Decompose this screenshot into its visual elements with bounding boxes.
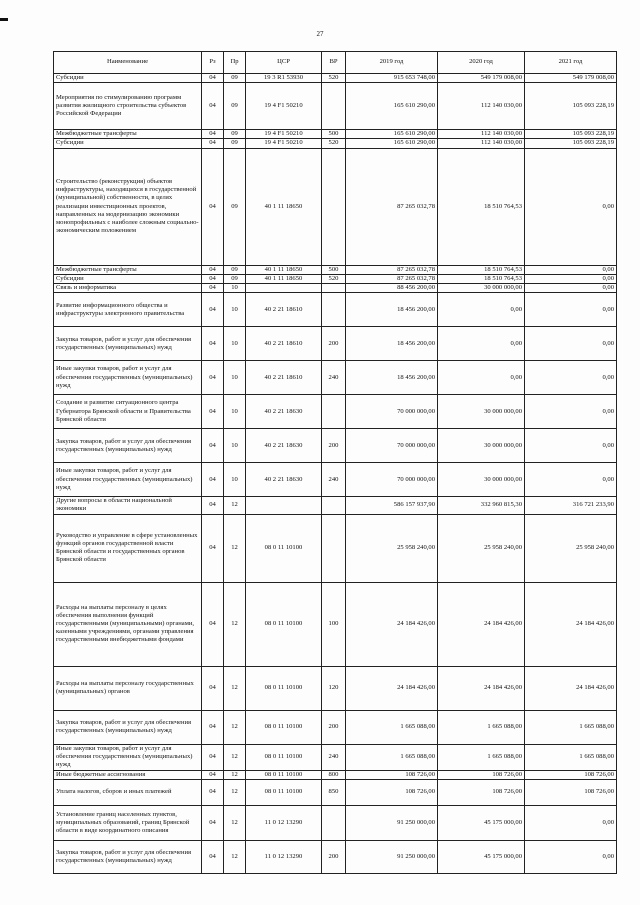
cell-y2019: 24 184 426,00 <box>346 582 438 666</box>
cell-pr: 09 <box>224 74 246 83</box>
cell-rz: 04 <box>202 429 224 463</box>
cell-y2020: 108 726,00 <box>438 779 525 805</box>
cell-csr: 40 2 21 18610 <box>246 361 322 395</box>
cell-rz: 04 <box>202 840 224 873</box>
cell-name: Развитие информационного общества и инфраструктуры электронного правительства <box>54 293 202 327</box>
cell-csr: 19 4 F1 50210 <box>246 83 322 130</box>
header-vr: ВР <box>322 52 346 74</box>
budget-table <box>53 51 617 874</box>
cell-rz: 04 <box>202 148 224 265</box>
cell-csr: 40 1 11 18650 <box>246 148 322 265</box>
cell-y2021: 549 179 008,00 <box>525 74 617 83</box>
header-2019: 2019 год <box>346 52 438 74</box>
cell-rz: 04 <box>202 463 224 497</box>
cell-y2021: 105 093 228,19 <box>525 130 617 139</box>
cell-name: Руководство и управление в сфере установленных функций органов государственной власти Брянской области и государственных органов Брянской области <box>54 514 202 582</box>
cell-name: Закупка товаров, работ и услуг для обеспечения государственных (муниципальных) нужд <box>54 429 202 463</box>
table-row <box>54 327 617 361</box>
table-row <box>54 274 617 283</box>
cell-vr: 100 <box>322 582 346 666</box>
table-row <box>54 265 617 274</box>
cell-rz: 04 <box>202 284 224 293</box>
cell-y2021: 105 093 228,19 <box>525 83 617 130</box>
cell-vr: 500 <box>322 130 346 139</box>
header-2021: 2021 год <box>525 52 617 74</box>
cell-pr: 12 <box>224 770 246 779</box>
cell-vr <box>322 293 346 327</box>
cell-pr: 12 <box>224 582 246 666</box>
table-row <box>54 395 617 429</box>
cell-y2019: 1 665 088,00 <box>346 744 438 770</box>
cell-y2020: 0,00 <box>438 327 525 361</box>
cell-y2021: 105 093 228,19 <box>525 139 617 148</box>
cell-pr: 12 <box>224 710 246 744</box>
cell-pr: 12 <box>224 805 246 840</box>
cell-csr <box>246 497 322 514</box>
cell-y2021: 108 726,00 <box>525 770 617 779</box>
cell-name: Закупка товаров, работ и услуг для обеспечения государственных (муниципальных) нужд <box>54 710 202 744</box>
table-row <box>54 83 617 130</box>
table-row <box>54 429 617 463</box>
cell-y2019: 586 157 937,90 <box>346 497 438 514</box>
cell-csr: 11 0 12 13290 <box>246 805 322 840</box>
cell-vr: 240 <box>322 361 346 395</box>
cell-y2019: 165 610 290,00 <box>346 83 438 130</box>
cell-y2019: 87 265 032,78 <box>346 274 438 283</box>
cell-y2019: 18 456 200,00 <box>346 361 438 395</box>
cell-rz: 04 <box>202 139 224 148</box>
cell-pr: 12 <box>224 497 246 514</box>
cell-pr: 10 <box>224 463 246 497</box>
cell-vr <box>322 284 346 293</box>
cell-csr: 40 1 11 18650 <box>246 274 322 283</box>
cell-rz: 04 <box>202 779 224 805</box>
cell-vr: 500 <box>322 265 346 274</box>
cell-y2020: 30 000 000,00 <box>438 284 525 293</box>
cell-y2020: 18 510 764,53 <box>438 265 525 274</box>
cell-y2020: 112 140 030,00 <box>438 83 525 130</box>
cell-csr: 40 2 21 18630 <box>246 395 322 429</box>
cell-y2019: 1 665 088,00 <box>346 710 438 744</box>
cell-y2021: 0,00 <box>525 148 617 265</box>
table-row <box>54 514 617 582</box>
cell-csr: 40 2 21 18630 <box>246 429 322 463</box>
cell-pr: 10 <box>224 284 246 293</box>
cell-vr <box>322 514 346 582</box>
table-row <box>54 497 617 514</box>
cell-y2020: 30 000 000,00 <box>438 463 525 497</box>
cell-y2019: 87 265 032,78 <box>346 265 438 274</box>
cell-y2021: 1 665 088,00 <box>525 744 617 770</box>
table-row <box>54 148 617 265</box>
cell-rz: 04 <box>202 83 224 130</box>
cell-y2019: 91 250 000,00 <box>346 805 438 840</box>
cell-csr: 08 0 11 10100 <box>246 770 322 779</box>
cell-pr: 09 <box>224 139 246 148</box>
cell-y2020: 0,00 <box>438 361 525 395</box>
cell-y2020: 18 510 764,53 <box>438 274 525 283</box>
cell-pr: 12 <box>224 744 246 770</box>
cell-name: Расходы на выплаты персоналу государственных (муниципальных) органов <box>54 666 202 710</box>
header-csr: ЦСР <box>246 52 322 74</box>
cell-rz: 04 <box>202 744 224 770</box>
cell-y2019: 91 250 000,00 <box>346 840 438 873</box>
cell-name: Строительство (реконструкция) объектов инфраструктуры, находящихся в государственной (муниципальной) собственности, в целях реализации инвестиционных проектов, направленных на модернизацию экономики монопрофильных с наиболее сложным социально-экономическим положением <box>54 148 202 265</box>
cell-y2020: 45 175 000,00 <box>438 805 525 840</box>
table-row <box>54 74 617 83</box>
cell-y2019: 88 456 200,00 <box>346 284 438 293</box>
cell-rz: 04 <box>202 265 224 274</box>
header-name: Наименование <box>54 52 202 74</box>
cell-pr: 09 <box>224 83 246 130</box>
cell-name: Связь и информатика <box>54 284 202 293</box>
cell-y2020: 549 179 008,00 <box>438 74 525 83</box>
cell-y2021: 0,00 <box>525 840 617 873</box>
cell-vr <box>322 805 346 840</box>
cell-y2021: 0,00 <box>525 395 617 429</box>
cell-y2019: 165 610 290,00 <box>346 139 438 148</box>
cell-y2020: 1 665 088,00 <box>438 710 525 744</box>
cell-y2019: 24 184 426,00 <box>346 666 438 710</box>
table-row <box>54 666 617 710</box>
cell-csr: 19 4 F1 50210 <box>246 130 322 139</box>
cell-name: Иные закупки товаров, работ и услуг для обеспечения государственных (муниципальных) нужд <box>54 361 202 395</box>
cell-csr: 08 0 11 10100 <box>246 710 322 744</box>
cell-y2021: 0,00 <box>525 265 617 274</box>
cell-rz: 04 <box>202 514 224 582</box>
cell-y2021: 24 184 426,00 <box>525 582 617 666</box>
cell-vr: 850 <box>322 779 346 805</box>
cell-rz: 04 <box>202 710 224 744</box>
cell-y2019: 25 958 240,00 <box>346 514 438 582</box>
cell-y2021: 0,00 <box>525 327 617 361</box>
cell-y2020: 30 000 000,00 <box>438 429 525 463</box>
cell-y2019: 70 000 000,00 <box>346 429 438 463</box>
cell-y2020: 24 184 426,00 <box>438 582 525 666</box>
table-header-row <box>54 52 617 74</box>
cell-name: Субсидии <box>54 139 202 148</box>
cell-vr: 520 <box>322 274 346 283</box>
cell-rz: 04 <box>202 274 224 283</box>
cell-vr <box>322 497 346 514</box>
cell-y2021: 1 665 088,00 <box>525 710 617 744</box>
cell-y2020: 112 140 030,00 <box>438 130 525 139</box>
cell-rz: 04 <box>202 582 224 666</box>
table-row <box>54 805 617 840</box>
cell-name: Закупка товаров, работ и услуг для обеспечения государственных (муниципальных) нужд <box>54 327 202 361</box>
cell-pr: 10 <box>224 429 246 463</box>
cell-rz: 04 <box>202 497 224 514</box>
cell-vr <box>322 395 346 429</box>
cell-csr <box>246 284 322 293</box>
cell-csr: 40 2 21 18630 <box>246 463 322 497</box>
table-row <box>54 293 617 327</box>
cell-y2020: 108 726,00 <box>438 770 525 779</box>
cell-y2020: 45 175 000,00 <box>438 840 525 873</box>
cell-vr: 120 <box>322 666 346 710</box>
cell-csr: 19 3 R1 53930 <box>246 74 322 83</box>
cell-rz: 04 <box>202 666 224 710</box>
cell-y2021: 0,00 <box>525 284 617 293</box>
cell-pr: 12 <box>224 779 246 805</box>
cell-pr: 09 <box>224 265 246 274</box>
cell-pr: 09 <box>224 130 246 139</box>
cell-name: Установление границ населенных пунктов, муниципальных образований, границ Брянской области в виде координатного описания <box>54 805 202 840</box>
cell-y2020: 1 665 088,00 <box>438 744 525 770</box>
cell-name: Другие вопросы в области национальной экономики <box>54 497 202 514</box>
cell-vr: 200 <box>322 429 346 463</box>
cell-csr: 08 0 11 10100 <box>246 514 322 582</box>
table-row <box>54 130 617 139</box>
cell-csr: 08 0 11 10100 <box>246 582 322 666</box>
cell-y2021: 0,00 <box>525 429 617 463</box>
cell-csr: 11 0 12 13290 <box>246 840 322 873</box>
cell-y2019: 87 265 032,78 <box>346 148 438 265</box>
cell-y2020: 0,00 <box>438 293 525 327</box>
cell-vr: 520 <box>322 139 346 148</box>
cell-pr: 09 <box>224 148 246 265</box>
table-row <box>54 139 617 148</box>
table-row <box>54 284 617 293</box>
header-pr: Пр <box>224 52 246 74</box>
header-rz: Рз <box>202 52 224 74</box>
cell-y2021: 0,00 <box>525 463 617 497</box>
cell-name: Межбюджетные трансферты <box>54 130 202 139</box>
cell-y2020: 332 960 815,30 <box>438 497 525 514</box>
cell-vr <box>322 148 346 265</box>
cell-y2020: 30 000 000,00 <box>438 395 525 429</box>
table-row <box>54 582 617 666</box>
cell-y2021: 24 184 426,00 <box>525 666 617 710</box>
cell-y2021: 25 958 240,00 <box>525 514 617 582</box>
edge-mark <box>0 18 8 21</box>
cell-vr: 240 <box>322 463 346 497</box>
cell-csr: 08 0 11 10100 <box>246 744 322 770</box>
cell-y2020: 25 958 240,00 <box>438 514 525 582</box>
cell-rz: 04 <box>202 74 224 83</box>
cell-csr: 40 1 11 18650 <box>246 265 322 274</box>
cell-csr: 40 2 21 18610 <box>246 293 322 327</box>
cell-name: Мероприятия по стимулированию программ развития жилищного строительства субъектов Российской Федерации <box>54 83 202 130</box>
cell-pr: 10 <box>224 293 246 327</box>
header-2020: 2020 год <box>438 52 525 74</box>
cell-y2019: 18 456 200,00 <box>346 293 438 327</box>
cell-y2021: 0,00 <box>525 293 617 327</box>
table-row <box>54 710 617 744</box>
cell-name: Субсидии <box>54 74 202 83</box>
cell-vr: 200 <box>322 327 346 361</box>
cell-y2021: 316 721 233,90 <box>525 497 617 514</box>
cell-name: Иные бюджетные ассигнования <box>54 770 202 779</box>
cell-y2019: 70 000 000,00 <box>346 463 438 497</box>
cell-y2019: 70 000 000,00 <box>346 395 438 429</box>
cell-name: Иные закупки товаров, работ и услуг для обеспечения государственных (муниципальных) нужд <box>54 463 202 497</box>
cell-vr: 800 <box>322 770 346 779</box>
cell-rz: 04 <box>202 361 224 395</box>
cell-pr: 10 <box>224 327 246 361</box>
cell-csr: 08 0 11 10100 <box>246 779 322 805</box>
cell-y2019: 915 653 748,00 <box>346 74 438 83</box>
cell-pr: 12 <box>224 666 246 710</box>
cell-y2020: 18 510 764,53 <box>438 148 525 265</box>
cell-pr: 12 <box>224 514 246 582</box>
cell-pr: 10 <box>224 361 246 395</box>
page-number: 27 <box>316 30 324 38</box>
table-row <box>54 361 617 395</box>
cell-vr: 240 <box>322 744 346 770</box>
cell-rz: 04 <box>202 130 224 139</box>
cell-pr: 12 <box>224 840 246 873</box>
table-row <box>54 770 617 779</box>
cell-name: Межбюджетные трансферты <box>54 265 202 274</box>
cell-csr: 40 2 21 18610 <box>246 327 322 361</box>
cell-pr: 10 <box>224 395 246 429</box>
cell-y2019: 18 456 200,00 <box>346 327 438 361</box>
cell-y2019: 165 610 290,00 <box>346 130 438 139</box>
cell-rz: 04 <box>202 395 224 429</box>
cell-name: Субсидии <box>54 274 202 283</box>
cell-y2019: 108 726,00 <box>346 770 438 779</box>
cell-rz: 04 <box>202 805 224 840</box>
cell-csr: 19 4 F1 50210 <box>246 139 322 148</box>
cell-vr: 520 <box>322 74 346 83</box>
cell-y2021: 108 726,00 <box>525 779 617 805</box>
cell-name: Закупка товаров, работ и услуг для обеспечения государственных (муниципальных) нужд <box>54 840 202 873</box>
cell-csr: 08 0 11 10100 <box>246 666 322 710</box>
cell-y2021: 0,00 <box>525 805 617 840</box>
cell-y2020: 112 140 030,00 <box>438 139 525 148</box>
cell-name: Расходы на выплаты персоналу в целях обеспечения выполнения функций государственными (муниципальными) органами, казенными учреждениями, органами управления государственными внебюджетными фондами <box>54 582 202 666</box>
table-row <box>54 840 617 873</box>
cell-rz: 04 <box>202 293 224 327</box>
cell-name: Иные закупки товаров, работ и услуг для обеспечения государственных (муниципальных) нужд <box>54 744 202 770</box>
table-row <box>54 779 617 805</box>
cell-vr: 200 <box>322 840 346 873</box>
cell-vr <box>322 83 346 130</box>
cell-y2020: 24 184 426,00 <box>438 666 525 710</box>
cell-vr: 200 <box>322 710 346 744</box>
cell-rz: 04 <box>202 327 224 361</box>
cell-name: Уплата налогов, сборов и иных платежей <box>54 779 202 805</box>
table-row <box>54 463 617 497</box>
cell-y2021: 0,00 <box>525 361 617 395</box>
cell-y2021: 0,00 <box>525 274 617 283</box>
cell-pr: 09 <box>224 274 246 283</box>
cell-y2019: 108 726,00 <box>346 779 438 805</box>
cell-name: Создание и развитие ситуационного центра Губернатора Брянской области и Правительства Брянской области <box>54 395 202 429</box>
table-row <box>54 744 617 770</box>
cell-rz: 04 <box>202 770 224 779</box>
